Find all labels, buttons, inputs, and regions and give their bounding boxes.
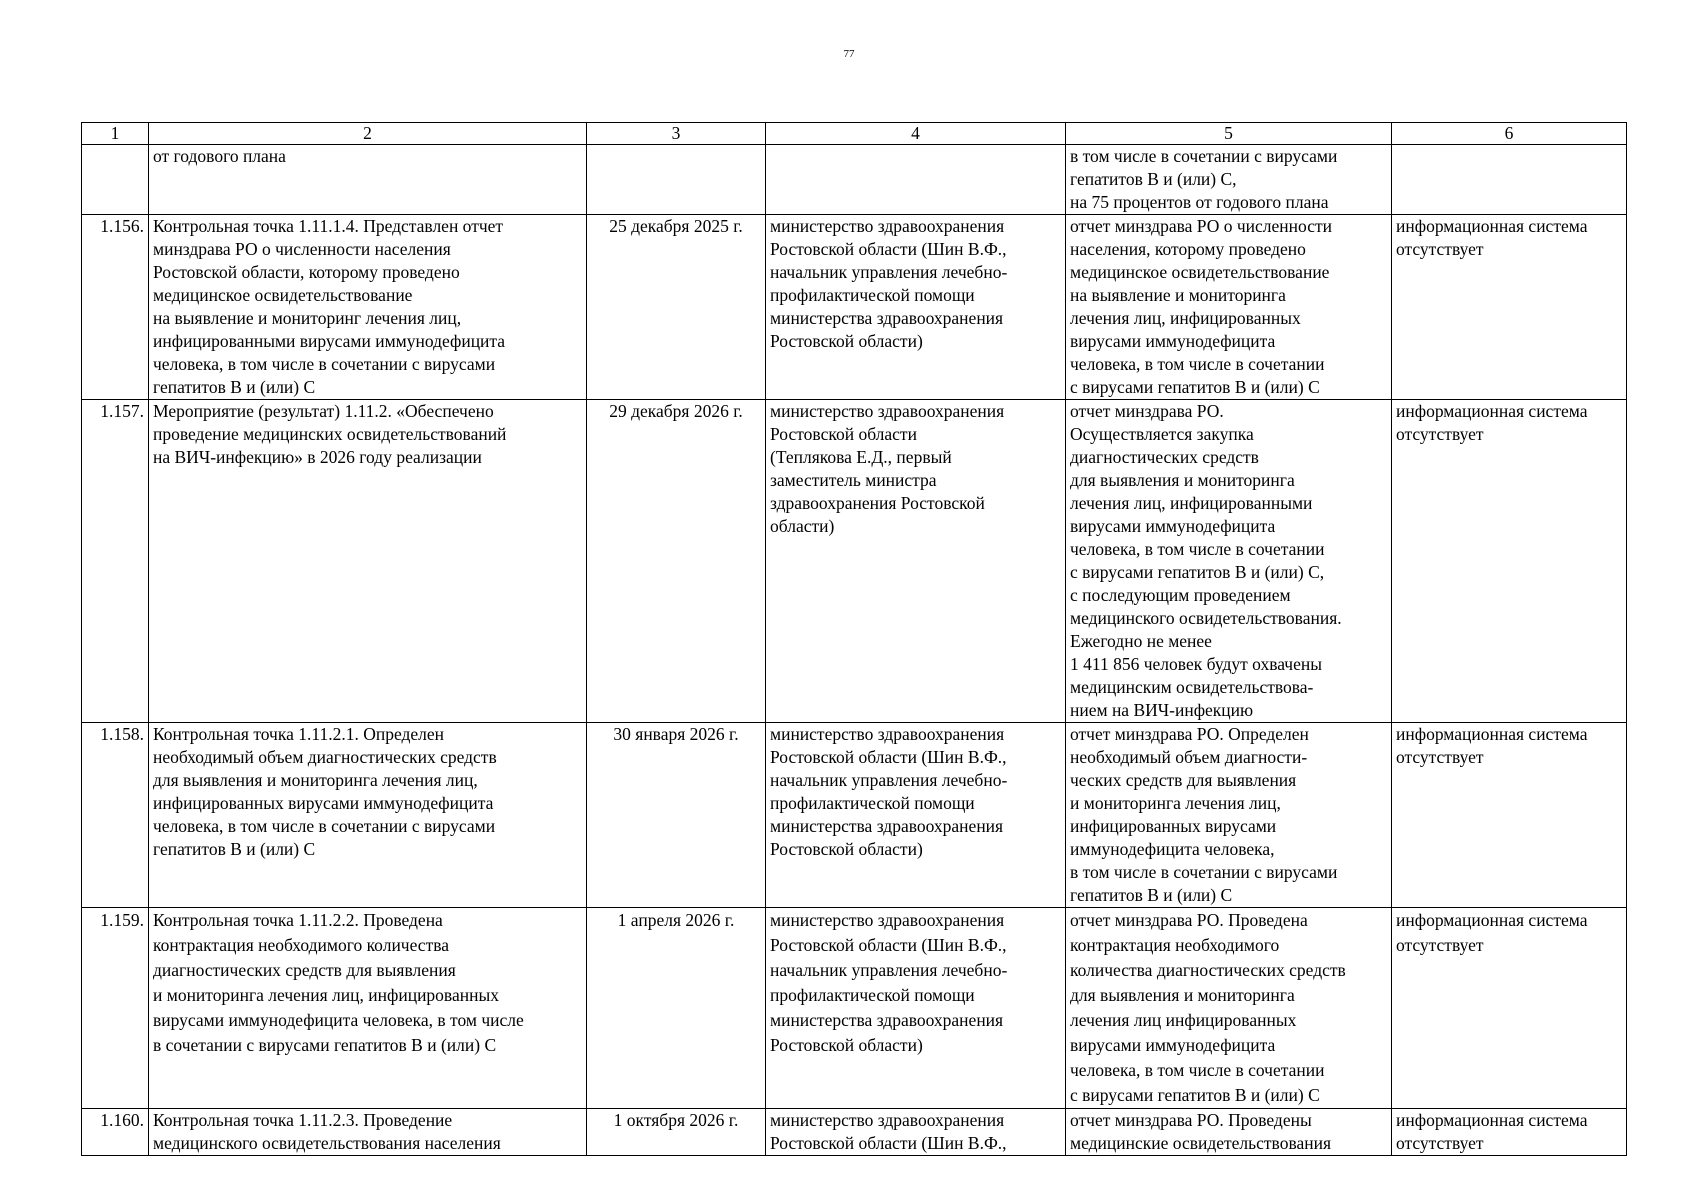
column-header: 1 (82, 123, 149, 145)
column-header: 4 (766, 123, 1066, 145)
cell-responsible: министерство здравоохранения Ростовской области (Теплякова Е.Д., первый заместитель министра здравоохранения Ростовской области) (766, 400, 1066, 723)
column-header: 3 (587, 123, 766, 145)
page-number: 77 (843, 48, 855, 60)
cell-system: информационная система отсутствует (1392, 215, 1627, 400)
cell-document: в том числе в сочетании с вирусами гепатитов В и (или) С, на 75 процентов от годового плана (1066, 145, 1392, 215)
cell-event: Контрольная точка 1.11.2.2. Проведена контрактация необходимого количества диагностических средств для выявления и мониторинга лечения лиц, инфицированных вирусами иммунодефицита человека, в том числе в сочетании с вирусами гепатитов В и (или) С (149, 908, 587, 1109)
cell-system: информационная система отсутствует (1392, 400, 1627, 723)
cell-number: 1.158. (82, 723, 149, 908)
table-row (82, 1109, 1627, 1156)
table-row (82, 908, 1627, 1109)
cell-date: 25 декабря 2025 г. (587, 215, 766, 400)
cell-document: отчет минздрава РО. Проведены медицинские освидетельствования (1066, 1109, 1392, 1156)
cell-date (587, 145, 766, 215)
cell-system (1392, 145, 1627, 215)
cell-responsible: министерство здравоохранения Ростовской области (Шин В.Ф., начальник управления лечебно- профилактической помощи министерства здравоохранения Ростовской области) (766, 908, 1066, 1109)
cell-date: 29 декабря 2026 г. (587, 400, 766, 723)
table-row-continuation (82, 145, 1627, 215)
cell-date: 30 января 2026 г. (587, 723, 766, 908)
cell-document: отчет минздрава РО. Осуществляется закупка диагностических средств для выявления и мониторинга лечения лиц, инфицированными вирусами иммунодефицита человека, в том числе в сочетании с вирусами гепатитов В и (или) С, с последующим проведением медицинского освидетельствования. Ежегодно не менее 1 411 856 человек будут охвачены медицинским освидетельствова- нием на ВИЧ-инфекцию (1066, 400, 1392, 723)
plan-table (81, 122, 1627, 1156)
table-row (82, 723, 1627, 908)
cell-document: отчет минздрава РО о численности населения, которому проведено медицинское освидетельствование на выявление и мониторинга лечения лиц, инфицированных вирусами иммунодефицита человека, в том числе в сочетании с вирусами гепатитов В и (или) С (1066, 215, 1392, 400)
table-row (82, 400, 1627, 723)
cell-document: отчет минздрава РО. Проведена контрактация необходимого количества диагностических средств для выявления и мониторинга лечения лиц инфицированных вирусами иммунодефицита человека, в том числе в сочетании с вирусами гепатитов В и (или) С (1066, 908, 1392, 1109)
column-header: 6 (1392, 123, 1627, 145)
cell-number: 1.156. (82, 215, 149, 400)
cell-event: от годового плана (149, 145, 587, 215)
cell-responsible: министерство здравоохранения Ростовской области (Шин В.Ф., начальник управления лечебно- профилактической помощи министерства здравоохранения Ростовской области) (766, 215, 1066, 400)
cell-date: 1 октября 2026 г. (587, 1109, 766, 1156)
cell-responsible: министерство здравоохранения Ростовской области (Шин В.Ф., (766, 1109, 1066, 1156)
column-header: 5 (1066, 123, 1392, 145)
cell-system: информационная система отсутствует (1392, 908, 1627, 1109)
table-header-row (82, 123, 1627, 145)
cell-responsible: министерство здравоохранения Ростовской области (Шин В.Ф., начальник управления лечебно- профилактической помощи министерства здравоохранения Ростовской области) (766, 723, 1066, 908)
cell-number (82, 145, 149, 215)
cell-event: Контрольная точка 1.11.1.4. Представлен отчет минздрава РО о численности населения Ростовской области, которому проведено медицинское освидетельствование на выявление и мониторинг лечения лиц, инфицированными вирусами иммунодефицита человека, в том числе в сочетании с вирусами гепатитов В и (или) С (149, 215, 587, 400)
cell-number: 1.159. (82, 908, 149, 1109)
cell-event: Контрольная точка 1.11.2.3. Проведение медицинского освидетельствования населения (149, 1109, 587, 1156)
cell-responsible (766, 145, 1066, 215)
table-row (82, 215, 1627, 400)
cell-system: информационная система отсутствует (1392, 723, 1627, 908)
cell-system: информационная система отсутствует (1392, 1109, 1627, 1156)
column-header: 2 (149, 123, 587, 145)
cell-number: 1.160. (82, 1109, 149, 1156)
cell-document: отчет минздрава РО. Определен необходимый объем диагности- ческих средств для выявления и мониторинга лечения лиц, инфицированных вирусами иммунодефицита человека, в том числе в сочетании с вирусами гепатитов В и (или) С (1066, 723, 1392, 908)
cell-date: 1 апреля 2026 г. (587, 908, 766, 1109)
cell-event: Контрольная точка 1.11.2.1. Определен необходимый объем диагностических средств для выявления и мониторинга лечения лиц, инфицированных вирусами иммунодефицита человека, в том числе в сочетании с вирусами гепатитов В и (или) С (149, 723, 587, 908)
cell-event: Мероприятие (результат) 1.11.2. «Обеспечено проведение медицинских освидетельствований на ВИЧ-инфекцию» в 2026 году реализации (149, 400, 587, 723)
cell-number: 1.157. (82, 400, 149, 723)
